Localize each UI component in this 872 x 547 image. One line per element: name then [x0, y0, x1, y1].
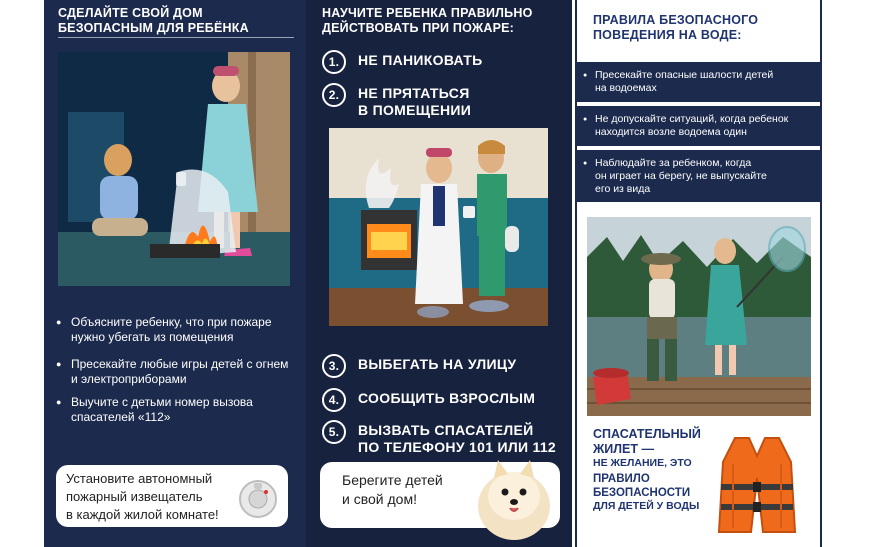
bullet-stop-fire-games: ● Пресекайте любые игры детей с огнем и электроприборами: [56, 357, 296, 387]
pomeranian-dog-icon: [474, 452, 554, 542]
water-rule-1: ● Пресекайте опасные шалости детей на водоемах: [577, 62, 820, 102]
step-3: 3. ВЫБЕГАТЬ НА УЛИЦУ: [322, 354, 516, 378]
photo-children-lake: [587, 217, 811, 416]
smoke-detector-card: Установите автономный пожарный извещатель в каждой жилой комнате!: [56, 465, 288, 527]
life-vest-message: СПАСАТЕЛЬНЫЙ ЖИЛЕТ — НЕ ЖЕЛАНИЕ, ЭТО ПРАВИЛО БЕЗОПАСНОСТИ ДЛЯ ДЕТЕЙ У ВОДЫ: [593, 427, 701, 512]
photo-children-kitchen: [329, 128, 548, 326]
step-5: 5. ВЫЗВАТЬ СПАСАТЕЛЕЙ ПО ТЕЛЕФОНУ 101 ИЛИ 112: [322, 420, 556, 456]
panel-home-safety: [44, 0, 306, 547]
panel-fire-title: НАУЧИТЕ РЕБЕНКА ПРАВИЛЬНО ДЕЙСТВОВАТЬ ПРИ ПОЖАРЕ:: [322, 6, 533, 35]
water-rule-2: ● Не допускайте ситуаций, когда ребенок находится возле водоема один: [577, 106, 820, 146]
photo-children-fire: [58, 52, 290, 286]
life-vest-icon: [711, 432, 803, 536]
step-2: 2. НЕ ПРЯТАТЬСЯ В ПОМЕЩЕНИИ: [322, 83, 471, 119]
lake-children-illustration: [587, 217, 811, 416]
step-4: 4. СООБЩИТЬ ВЗРОСЛЫМ: [322, 388, 535, 412]
panel-water-title: ПРАВИЛА БЕЗОПАСНОГО ПОВЕДЕНИЯ НА ВОДЕ:: [593, 13, 759, 42]
bullet-explain-escape: ● Объясните ребенку, что при пожаре нужно убегать из помещения: [56, 315, 296, 345]
step-1: 1. НЕ ПАНИКОВАТЬ: [322, 50, 482, 74]
divider: [58, 37, 294, 38]
water-rule-3: ● Наблюдайте за ребенком, когда он играет на берегу, не выпускайте его из вида: [577, 150, 820, 202]
kitchen-fire-illustration: [329, 128, 548, 326]
smoke-detector-icon: [236, 475, 280, 519]
panel-home-title: СДЕЛАЙТЕ СВОЙ ДОМ БЕЗОПАСНЫМ ДЛЯ РЕБЁНКА: [58, 6, 249, 35]
panel-water-safety: [575, 0, 822, 547]
panel-fire-actions: [306, 0, 572, 547]
children-fire-illustration: [58, 52, 290, 286]
bullet-learn-112: ● Выучите с детьми номер вызова спасателей «112»: [56, 395, 296, 425]
protect-children-card: Берегите детей и свой дом!: [320, 462, 560, 528]
